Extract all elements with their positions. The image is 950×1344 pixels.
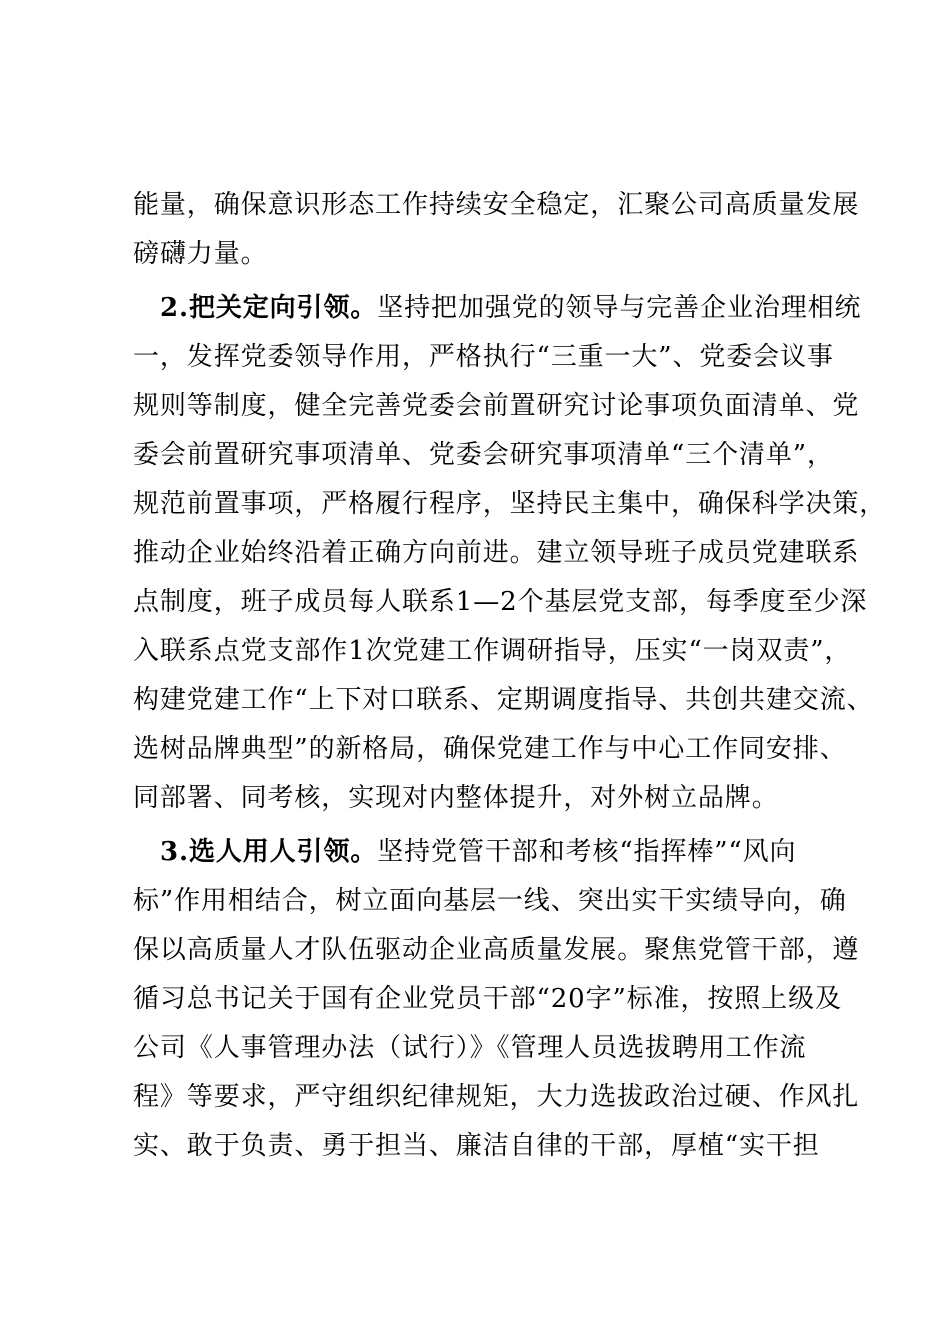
text-line: 保以高质量人才队伍驱动企业高质量发展。聚焦党管干部，遵 xyxy=(133,935,860,965)
text-line: 入联系点党支部作1次党建工作调研指导，压实“一岗双责”， xyxy=(133,636,852,666)
text-line: 循习总书记关于国有企业党员干部“20字”标准，按照上级及 xyxy=(133,984,842,1014)
text-line: 坚持党管干部和考核“指挥棒”“风向 xyxy=(377,837,797,867)
text-line: 程》等要求，严守组织纪律规矩，大力选拔政治过硬、作风扎 xyxy=(133,1082,860,1112)
text-line: 磅礴力量。 xyxy=(133,239,268,269)
text-line: 规范前置事项，严格履行程序，坚持民主集中，确保科学决策， xyxy=(133,489,887,519)
text-line: 公司《人事管理办法（试行）》《管理人员选拔聘用工作流 xyxy=(133,1033,807,1063)
text-line: 构建党建工作“上下对口联系、定期调度指导、共创共建交流、 xyxy=(133,685,874,715)
text-line: 点制度，班子成员每人联系1—2个基层党支部，每季度至少深 xyxy=(133,587,868,617)
paragraph-2-first-line xyxy=(160,286,862,330)
text-line: 坚持把加强党的领导与完善企业治理相统 xyxy=(377,293,862,323)
paragraph-3-first-line xyxy=(160,830,833,874)
text-line: 能量，确保意识形态工作持续安全稳定，汇聚公司高质量发展 xyxy=(133,190,860,220)
text-line: 实、敢于负责、勇于担当、廉洁自律的干部，厚植“实干担 xyxy=(133,1131,820,1161)
section-heading-2: 2.把关定向引领。 xyxy=(160,293,378,323)
text-line: 推动企业始终沿着正确方向前进。建立领导班子成员党建联系 xyxy=(133,538,860,568)
text-line: 规则等制度，健全完善党委会前置研究讨论事项负面清单、党 xyxy=(133,391,860,421)
section-heading-3: 3.选人用人引领。 xyxy=(160,837,378,867)
text-line: 委会前置研究事项清单、党委会研究事项清单“三个清单”， xyxy=(133,440,834,470)
text-line: 标”作用相结合，树立面向基层一线、突出实干实绩导向，确 xyxy=(133,886,847,916)
text-line: 选树品牌典型”的新格局，确保党建工作与中心工作同安排、 xyxy=(133,734,847,764)
text-line: 同部署、同考核，实现对内整体提升，对外树立品牌。 xyxy=(133,783,779,813)
text-line: 一，发挥党委领导作用，严格执行“三重一大”、党委会议事 xyxy=(133,342,834,372)
